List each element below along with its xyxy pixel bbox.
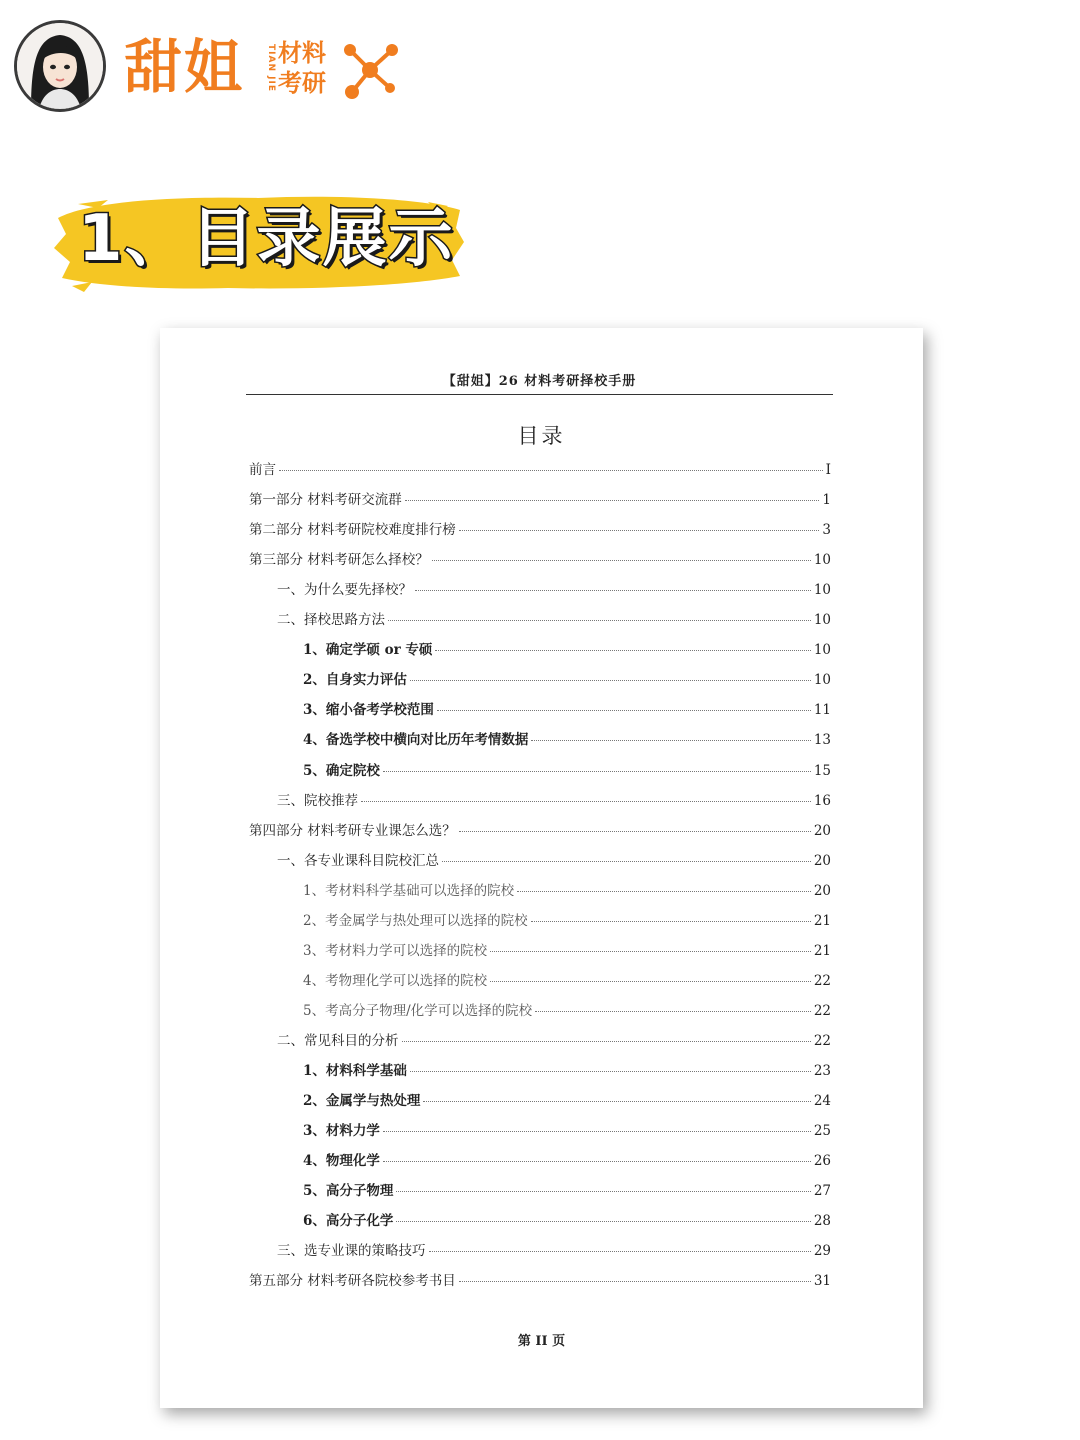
toc-entry-label: 三、院校推荐 — [277, 792, 358, 809]
toc-entry-page: 27 — [813, 1183, 831, 1200]
toc-entry-page: 20 — [813, 882, 831, 899]
toc-entry — [249, 1089, 831, 1111]
toc-entry — [249, 789, 831, 811]
toc-entry-page: 15 — [813, 762, 831, 779]
document-header: 【甜姐】26 材料考研择校手册 — [246, 370, 833, 395]
toc-entry-page: 10 — [813, 612, 831, 629]
toc-entry-label: 第五部分 材料考研各院校参考书目 — [249, 1273, 456, 1290]
toc-entry-page: 16 — [813, 792, 831, 809]
toc-leader-dots — [410, 680, 811, 681]
toc-leader-dots — [383, 1161, 811, 1162]
toc-entry-label: 1、材料科学基础 — [303, 1063, 407, 1079]
toc-entry — [249, 759, 831, 781]
toc-leader-dots — [429, 1251, 811, 1252]
toc-entry — [249, 939, 831, 961]
toc-leader-dots — [490, 981, 811, 982]
toc-entry — [249, 1119, 831, 1141]
avatar-portrait-icon — [17, 23, 103, 109]
brand-latin: TIAN JIE — [266, 44, 276, 92]
toc-entry-label: 5、确定院校 — [303, 762, 380, 779]
toc-entry-label: 前言 — [249, 462, 276, 478]
toc-entry-label: 3、缩小备考学校范围 — [303, 702, 434, 719]
molecule-icon — [332, 40, 402, 100]
toc-leader-dots — [490, 951, 811, 952]
toc-entry-page: 23 — [813, 1063, 831, 1079]
toc-leader-dots — [423, 1101, 810, 1102]
toc-entry-label: 第四部分 材料考研专业课怎么选？ — [249, 822, 456, 839]
toc-entry — [249, 1149, 831, 1171]
toc-entry-label: 1、确定学硕 or 专硕 — [303, 642, 433, 659]
toc-entry-label: 第一部分 材料考研交流群 — [249, 492, 402, 509]
section-banner — [48, 182, 468, 300]
toc-entry-page: 10 — [813, 672, 831, 689]
toc-entry — [249, 578, 831, 600]
toc-entry — [249, 879, 831, 901]
toc-entry-page: 20 — [813, 852, 831, 869]
toc-entry-page: 21 — [813, 912, 831, 929]
toc-leader-dots — [531, 740, 810, 741]
toc-leader-dots — [535, 1011, 811, 1012]
brand-sub — [278, 38, 326, 98]
document-page — [160, 328, 923, 1408]
toc-entry-label: 第二部分 材料考研院校难度排行榜 — [249, 522, 456, 539]
toc-entry-label: 3、材料力学 — [303, 1123, 380, 1140]
toc-entry-page: 10 — [813, 582, 831, 599]
toc-entry — [249, 1269, 831, 1291]
toc-leader-dots — [361, 801, 811, 802]
toc-entry — [249, 608, 831, 630]
toc-entry — [249, 1209, 831, 1231]
toc-entry — [249, 518, 831, 540]
toc-entry-label: 2、金属学与热处理 — [303, 1093, 421, 1110]
toc-entry-label: 2、自身实力评估 — [303, 672, 407, 689]
toc-entry-page: 24 — [813, 1093, 831, 1110]
toc-entry — [249, 1179, 831, 1201]
toc-leader-dots — [383, 1131, 811, 1132]
toc-entry — [249, 1029, 831, 1051]
toc-leader-dots — [396, 1221, 810, 1222]
toc-entry-page: 25 — [813, 1123, 831, 1140]
toc-leader-dots — [459, 1281, 811, 1282]
toc-entry-page: 28 — [813, 1213, 831, 1230]
toc-entry — [249, 728, 831, 750]
toc-entry-label: 2、考金属学与热处理可以选择的院校 — [303, 912, 528, 929]
toc-entry — [249, 488, 831, 510]
toc-leader-dots — [410, 1071, 811, 1072]
toc-entry-page: 11 — [813, 702, 831, 719]
toc-entry-page: 21 — [813, 942, 831, 959]
toc-leader-dots — [531, 921, 811, 922]
toc-leader-dots — [383, 771, 811, 772]
toc-entry-label: 4、考物理化学可以选择的院校 — [303, 972, 488, 989]
toc-leader-dots — [435, 650, 810, 651]
toc-entry-label: 1、考材料科学基础可以选择的院校 — [303, 882, 515, 899]
toc-leader-dots — [517, 891, 811, 892]
toc-entry-label: 5、高分子物理 — [303, 1183, 394, 1200]
toc-leader-dots — [442, 861, 811, 862]
brand-sub-line1: 材料 — [278, 39, 326, 67]
brand-logo — [14, 18, 414, 118]
toc-entry-page: 20 — [813, 822, 831, 839]
toc-entry — [249, 458, 831, 480]
toc-entry-page: 29 — [813, 1243, 831, 1260]
toc-leader-dots — [459, 530, 820, 531]
toc-entry-label: 6、高分子化学 — [303, 1213, 394, 1230]
toc-entry-label: 一、为什么要先择校？ — [277, 582, 412, 599]
toc-entry-label: 二、常见科目的分析 — [277, 1032, 399, 1049]
toc-leader-dots — [415, 590, 811, 591]
toc-entry — [249, 668, 831, 690]
toc-entry-page: 10 — [813, 642, 831, 659]
toc-entry-page: 10 — [813, 552, 831, 569]
section-title: 1、目录展示 — [78, 202, 455, 276]
toc-entry-label: 第三部分 材料考研怎么择校？ — [249, 552, 429, 569]
toc-entry — [249, 999, 831, 1021]
toc-entry-label: 5、考高分子物理/化学可以选择的院校 — [303, 1002, 533, 1019]
toc-entry — [249, 638, 831, 660]
toc-title: 目录 — [517, 424, 566, 448]
toc-entry-label: 一、各专业课科目院校汇总 — [277, 852, 439, 869]
toc-entry-page: I — [825, 462, 831, 478]
toc-entry-label: 4、物理化学 — [303, 1153, 380, 1170]
toc-entry — [249, 1059, 831, 1081]
toc-entry-page: 1 — [822, 492, 831, 509]
toc-leader-dots — [279, 470, 823, 471]
toc-entry — [249, 698, 831, 720]
toc-leader-dots — [396, 1191, 810, 1192]
toc-entry-page: 26 — [813, 1153, 831, 1170]
toc-leader-dots — [437, 710, 811, 711]
toc-entry — [249, 849, 831, 871]
avatar — [14, 20, 106, 112]
toc-entry-label: 4、备选学校中横向对比历年考情数据 — [303, 732, 529, 749]
page-number: 第 II 页 — [517, 1334, 566, 1349]
toc-entry-page: 22 — [813, 1032, 831, 1049]
toc-leader-dots — [388, 620, 811, 621]
toc-entry — [249, 909, 831, 931]
toc-entry — [249, 819, 831, 841]
toc-entry — [249, 548, 831, 570]
toc-entry-label: 三、选专业课的策略技巧 — [277, 1243, 426, 1260]
brand-name: 甜姐 — [124, 33, 245, 101]
brand-sub-line2: 考研 — [278, 69, 326, 97]
toc-leader-dots — [402, 1041, 811, 1042]
toc-entry — [249, 1239, 831, 1261]
toc-entry-page: 13 — [813, 732, 831, 749]
toc-entry-page: 22 — [813, 1002, 831, 1019]
toc-entry-page: 22 — [813, 972, 831, 989]
toc-entry — [249, 969, 831, 991]
toc-leader-dots — [432, 560, 811, 561]
toc-entry-page: 3 — [822, 522, 831, 539]
toc-entry-page: 31 — [813, 1273, 831, 1290]
toc-entry-label: 3、考材料力学可以选择的院校 — [303, 942, 488, 959]
toc-leader-dots — [459, 831, 811, 832]
toc-leader-dots — [405, 500, 820, 501]
toc-entry-label: 二、择校思路方法 — [277, 612, 385, 629]
